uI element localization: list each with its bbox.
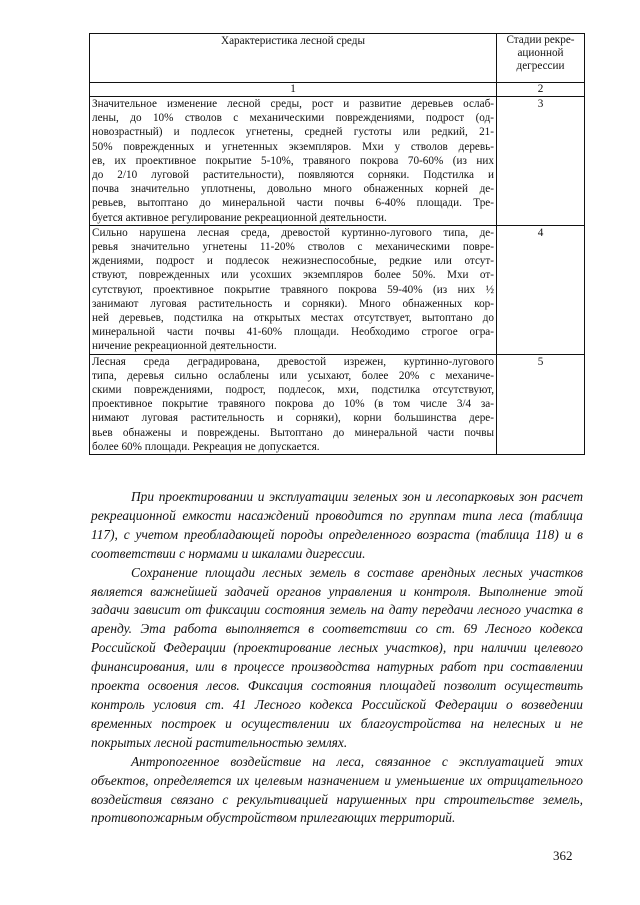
column-number-1: 1	[90, 83, 497, 97]
header-characteristic: Характеристика лесной среды	[90, 34, 497, 83]
row-line: занимают луговая растительность и сорняки). Много обнаженных кор-	[92, 297, 494, 310]
row-description	[90, 354, 497, 454]
column-number-2: 2	[497, 83, 585, 97]
table-row	[90, 354, 585, 454]
row-stage: 3	[497, 97, 585, 226]
row-line: вьев обнажены и повреждены. Вытоптано до минеральной части почвы	[92, 426, 494, 439]
row-line: ничение рекреационной деятельности.	[92, 340, 277, 353]
row-line: ждениями, подрост и подлесок нежизнеспособные, редкие или отсут-	[92, 255, 494, 268]
paragraph: Антропогенное воздействие на леса, связанное с эксплуатацией этих объектов, определяется их целевым назначением и уменьшение их отрицательного воздействия связано с рекультивацией нарушенных при строительстве земель, противопожарным обустройством прилегающих территорий.	[91, 753, 583, 826]
row-line: нимают луговая растительность и сорняки), корни большинства дере-	[92, 412, 494, 425]
row-line: проективное покрытие травяного покрова до 10% (в том числе 3/4 за-	[92, 398, 494, 411]
row-line: более 60% площади. Рекреация не допускается.	[92, 440, 320, 453]
table-row	[90, 97, 585, 226]
row-line: скими повреждениями, подрост, подлесок, мхи, подстилка отсутствуют,	[92, 384, 494, 397]
row-line: новозрастный) и подлесок угнетены, средней густоты или редкий, 21-	[92, 126, 494, 139]
row-line: Значительное изменение лесной среды, рост и развитие деревьев ослаб-	[92, 98, 494, 110]
row-line: сутствуют, проективное покрытие травяного покрова 59-40% (из них ½	[92, 283, 494, 296]
row-stage: 4	[497, 225, 585, 354]
row-line: лены, до 10% стволов с механическими повреждениями, подрост (од-	[92, 112, 494, 125]
row-line: до 2/10 луговой растительности), появляются сорняки. Подстилка и	[92, 169, 494, 182]
body-text	[91, 488, 583, 828]
paragraph: При проектировании и эксплуатации зеленых зон и лесопарковых зон расчет рекреационной емкости насаждений проводится по группам типа леса (таблица 117), с учетом преобладающей породы определенного возраста (таблица 118) и в соответствии с нормами и шкалами дигрессии.	[91, 489, 583, 561]
row-line: минеральной части почвы 41-60% площади. Необходимо строгое огра-	[92, 326, 494, 339]
row-stage: 5	[497, 354, 585, 454]
page-number: 362	[553, 848, 573, 863]
row-line: ревьев, вытоптано до минеральной части почвы 6-40% площади. Тре-	[92, 197, 494, 210]
row-line: ревья значительно угнетены 11-20% стволов с механическими повре-	[92, 241, 494, 254]
row-line: ев, их проективное покрытие 5-10%, травяного покрова 70-60% (из них	[92, 154, 494, 167]
row-line: типа, деревья сильно ослаблены или усыхают, более 20% с механиче-	[92, 369, 494, 382]
row-line: почва значительно уплотнены, довольно много обнаженных корней де-	[92, 183, 494, 196]
row-line: Лесная среда деградирована, древостой изрежен, куртинно-лугового	[92, 355, 494, 368]
row-line: 50% поврежденных и угнетенных экземпляров. Мхи у стволов деревь-	[92, 140, 494, 153]
paragraph: Сохранение площади лесных земель в составе арендных лесных участков является важнейшей задачей органов управления и контроля. Выполнение этой задачи зависит от фиксации состояния земель на дату передачи лесного участка в аренду. Эта работа выполняется в соответствии со ст. 69 Лесного кодекса Российской Федерации (проектирование лесных участков), при наличии целевого финансирования, или в процессе производства натурных работ при составлении проекта освоения лесов. Фиксация состояния площадей позволит осуществить контроль условия ст. 41 Лесного кодекса Российской Федерации о возведении временных построек и осуществлении их благоустройства на нелесных и не покрытых лесной растительностью землях.	[91, 564, 583, 750]
row-line: Сильно нарушена лесная среда, древостой куртинно-лугового типа, де-	[92, 226, 494, 239]
row-line: буется активное регулирование рекреационной деятельности.	[92, 211, 387, 224]
table-column-numbers-row	[90, 83, 585, 97]
row-description	[90, 97, 497, 226]
table-row	[90, 225, 585, 354]
forest-environment-table	[89, 33, 585, 455]
table-header-row	[90, 34, 585, 83]
row-line: ствуют, поврежденных или усохших экземпляров более 50%. Мхи от-	[92, 269, 494, 282]
row-line: ней деревьев, подстилка на открытых местах отсутствует, вытоптано до	[92, 312, 494, 325]
row-description	[90, 225, 497, 354]
header-stages: Стадии рекре- ационной дегрессии	[497, 34, 585, 83]
